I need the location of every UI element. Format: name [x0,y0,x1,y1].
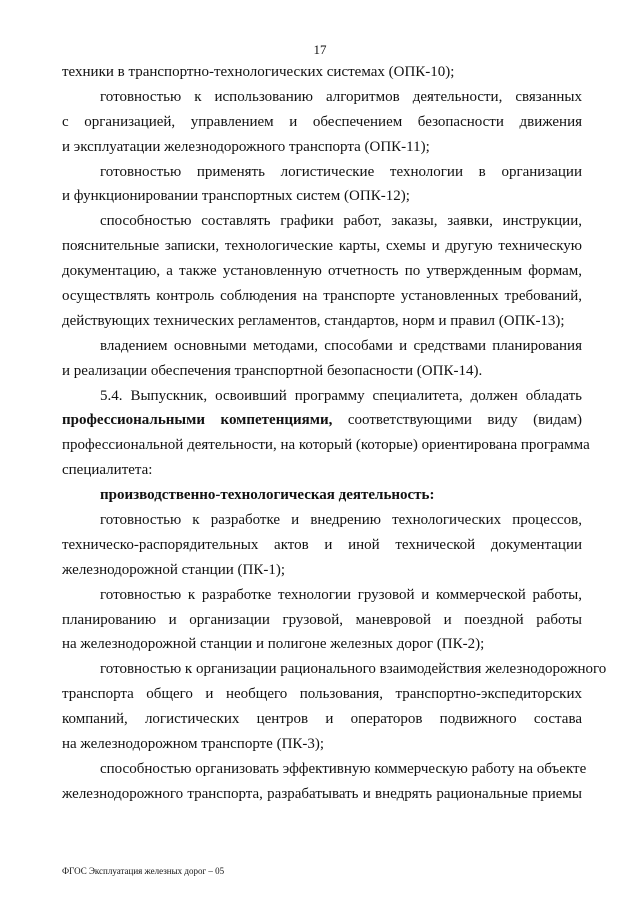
document-body [62,60,607,807]
text-line: компаний, логистических центров и операторов подвижного состава [62,711,582,728]
footer-text: ФГОС Эксплуатация железных дорог – 05 [62,866,225,876]
text-line: готовностью к разработке технологии грузовой и коммерческой работы, [100,586,582,603]
text-line: способностью организовать эффективную коммерческую работу на объекте [100,760,587,777]
text-line: с организацией, управлением и обеспечением безопасности движения [62,113,582,130]
text-line: и функционировании транспортных систем (ОПК-12); [62,188,410,205]
text-line: специалитета: [62,462,153,479]
text-line: владением основными методами, способами и средствами планирования [100,337,582,354]
text-line: и реализации обеспечения транспортной безопасности (ОПК-14). [62,362,483,379]
text-line: на железнодорожном транспорте (ПК-3); [62,736,325,753]
text-line: осуществлять контроль соблюдения на транспорте установленных требований, [62,288,582,305]
text-line: планированию и организации грузовой, маневровой и поездной работы [62,611,582,628]
bold-term: профессиональными компетенциями, [62,412,333,429]
text-line: железнодорожного транспорта, разрабатывать и внедрять рациональные приемы [62,785,582,802]
text-line: железнодорожной станции (ПК-1); [62,561,286,578]
text-line: на железнодорожной станции и полигоне железных дорог (ПК-2); [62,636,485,653]
text-line: профессиональной деятельности, на который (которые) ориентирована программа [62,437,590,454]
text-line: производственно-технологическая деятельность: [100,487,435,504]
text-line: и эксплуатации железнодорожного транспорта (ОПК-11); [62,138,430,155]
page-number: 17 [313,42,327,57]
text-line: документацию, а также установленную отчетность по утвержденным формам, [62,263,582,280]
text-line: готовностью к использованию алгоритмов деятельности, связанных [100,88,582,105]
text-line: транспорта общего и необщего пользования, транспортно-экспедиторских [62,686,582,703]
text-line: способностью составлять графики работ, заказы, заявки, инструкции, [100,213,582,230]
text-line: пояснительные записки, технологические карты, схемы и другую техническую [62,238,582,255]
text-line: готовностью применять логистические технологии в организации [100,163,582,180]
text-line: готовностью к разработке и внедрению технологических процессов, [100,512,582,529]
text-line: техники в транспортно-технологических системах (ОПК-10); [62,64,455,80]
text-segment: соответствующими виду (видам) [332,412,582,429]
text-line [62,408,582,433]
text-line: 5.4. Выпускник, освоивший программу специалитета, должен обладать [100,387,582,404]
text-line: техническо-распорядительных актов и иной технической документации [62,536,582,553]
text-line: готовностью к организации рационального взаимодействия железнодорожного [100,661,607,678]
text-line: действующих технических регламентов, стандартов, норм и правил (ОПК-13); [62,312,565,329]
